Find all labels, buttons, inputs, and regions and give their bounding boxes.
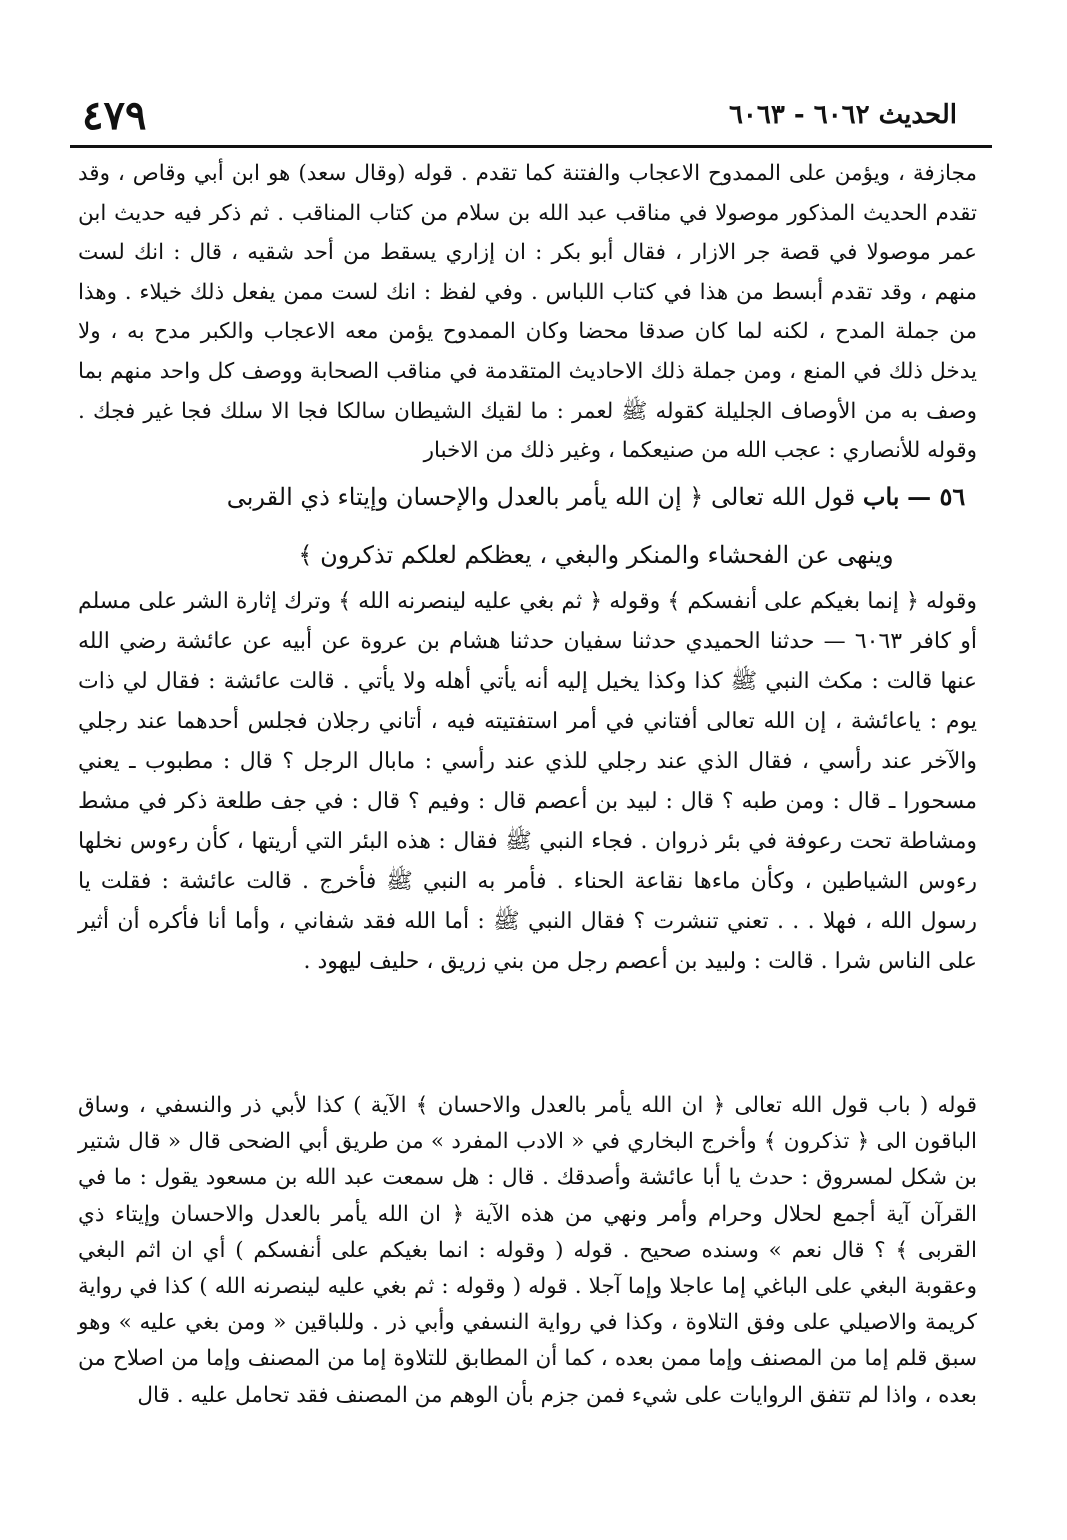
page-number: ٤٧٩ [82,92,147,139]
chapter-heading [220,468,972,584]
header-rule [70,145,992,148]
page-header [70,92,957,148]
commentary-top: مجازفة ، ويؤمن على الممدوح الاعجاب والفتنة كما تقدم . قوله (وقال سعد) هو ابن أبي وقاص ، وقد تقدم الحديث المذكور موصولا في مناقب عبد الله بن سلام من كتاب المناقب . ثم ذكر فيه حديث ابن عمر موصولا في قصة جر الازار ، فقال أبو بكر : ان إزاري يسقط من أحد شقيه ، قال : انك لست منهم ، وقد تقدم أبسط من هذا في كتاب اللباس . وفي لفظ : انك لست ممن يفعل ذلك خيلاء . وهذا من جملة المدح ، لكنه لما كان صدقا محضا وكان الممدوح يؤمن معه الاعجاب والكبر مدح به ، ولا يدخل ذلك في المنع ، ومن جملة ذلك الاحاديث المتقدمة في مناقب الصحابة ووصف كل واحد منهم بما وصف به من الأوصاف الجليلة كقوله ﷺ لعمر : ما لقيك الشيطان سالكا فجا الا سلك فجا غير فجك . وقوله للأنصاري : عجب الله من صنيعكما ، وغير ذلك من الاخبار [78,161,977,464]
chapter-label: باب [862,482,900,511]
chapter-title-line-2: وينهى عن الفحشاء والمنكر والبغي ، يعظكم لعلكم تذكرون ﴾ [298,541,894,569]
chapter-title-line-1: قول الله تعالى ﴿ إن الله يأمر بالعدل والإحسان وإيتاء ذي القربى [226,483,856,511]
chapter-number: ٥٦ — [907,482,966,511]
hadith-text: وقوله ﴿ إنما بغيكم على أنفسكم ﴾ وقوله ﴿ ثم بغي عليه لينصرنه الله ﴾ وترك إثارة الشر على مسلم أو كافر ٦٠٦٣ — حدثنا الحميدي حدثنا سفيان حدثنا هشام بن عروة عن أبيه عن عائشة رضي الله عنها قالت : مكث النبي ﷺ كذا وكذا يخيل إليه أنه يأتي أهله ولا يأتي . قالت عائشة : فقال لي ذات يوم : ياعائشة ، إن الله تعالى أفتاني في أمر استفتيته فيه ، أتاني رجلان فجلس أحدهما عند رجلي والآخر عند رأسي ، فقال الذي عند رجلي للذي عند رأسي : مابال الرجل ؟ قال : مطبوب ـ يعني مسحورا ـ قال : ومن طبه ؟ قال : لبيد بن أعصم قال : وفيم ؟ قال : في جف طلعة ذكر في مشط ومشاطة تحت رعوفة في بئر ذروان . فجاء النبي ﷺ فقال : هذه البئر التي أريتها ، كأن رءوس نخلها رءوس الشياطين ، وكأن ماءها نقاعة الحناء . فأمر به النبي ﷺ فأخرج . قالت عائشة : فقلت يا رسول الله ، فهلا . . . تعني تنشرت ؟ فقال النبي ﷺ : أما الله فقد شفاني ، وأما أنا فأكره أن أثير على الناس شرا . قالت : ولبيد بن أعصم رجل من بني زريق ، حليف ليهود . [78,589,977,974]
chapter-heading-line-1 [220,468,972,526]
commentary-bottom: قوله ( باب قول الله تعالى ﴿ ان الله يأمر بالعدل والاحسان ﴾ الآية ) كذا لأبي ذر والنسفي ، وساق الباقون الى ﴿ تذكرون ﴾ وأخرج البخاري في « الادب المفرد » من طريق أبي الضحى قال « قال شتير بن شكل لمسروق : حدث يا أبا عائشة وأصدقك . قال : هل سمعت عبد الله بن مسعود يقول : ما في القرآن آية أجمع لحلال وحرام وأمر ونهي من هذه الآية ﴿ ان الله يأمر بالعدل والاحسان وإيتاء ذي القربى ﴾ ؟ قال نعم » وسنده صحيح . قوله ( وقوله : انما بغيكم على أنفسكم ) أي ان اثم البغي وعقوبة البغي على الباغي إما عاجلا وإما آجلا . قوله ( وقوله : ثم بغي عليه لينصرنه الله ) كذا في رواية كريمة والاصيلي على وفق التلاوة ، وكذا في رواية النسفي وأبي ذر . وللباقين « ومن بغي عليه » وهو سبق قلم إما من المصنف وإما ممن بعده ، كما أن المطابق للتلاوة إما من المصنف وإما من اصلاح من بعده ، واذا لم تتفق الروايات على شيء فمن جزم بأن الوهم من المصنف فقد تحامل عليه . قال [78,1093,977,1408]
running-title: الحديث ٦٠٦٢ - ٦٠٦٣ [728,100,957,130]
